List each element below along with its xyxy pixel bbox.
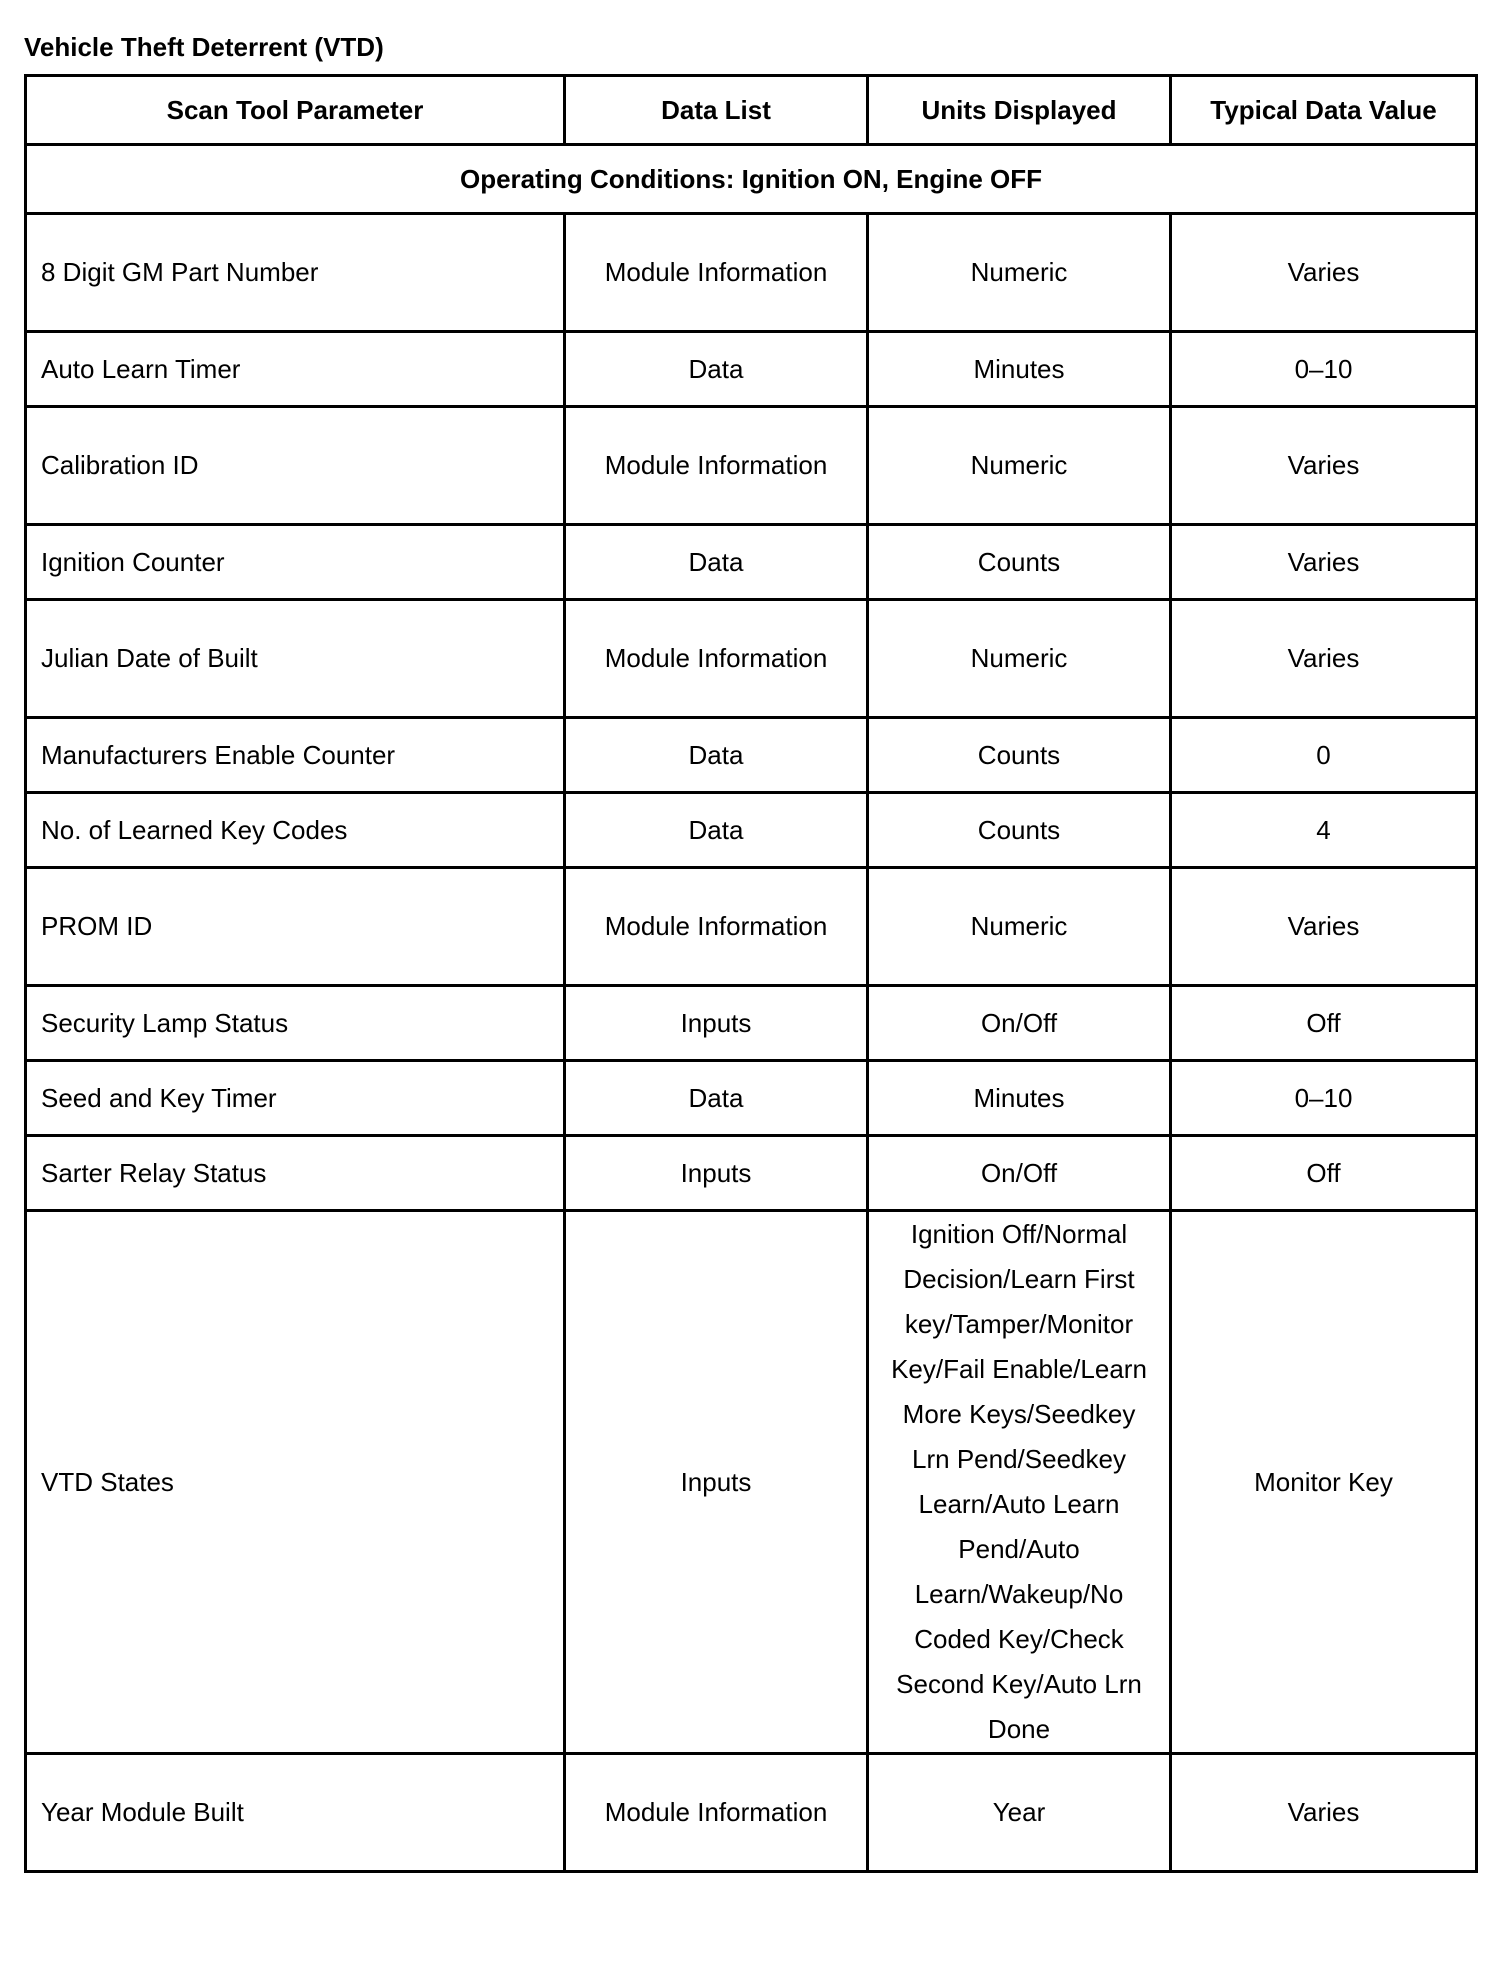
cell-parameter: VTD States [26,1211,565,1754]
table-row [26,1754,1477,1872]
cell-typical: 0–10 [1171,1061,1477,1136]
cell-units: Numeric [868,600,1171,718]
cell-parameter: Sarter Relay Status [26,1136,565,1211]
cell-units: Counts [868,525,1171,600]
cell-typical: Off [1171,1136,1477,1211]
cell-parameter: Ignition Counter [26,525,565,600]
cell-data-list: Data [565,718,868,793]
cell-units: Counts [868,718,1171,793]
cell-typical: 0–10 [1171,332,1477,407]
cell-parameter: PROM ID [26,868,565,986]
table-header-row [26,76,1477,145]
cell-data-list: Module Information [565,600,868,718]
cell-data-list: Inputs [565,1211,868,1754]
table-row [26,407,1477,525]
cell-typical: Varies [1171,868,1477,986]
cell-units: Counts [868,793,1171,868]
cell-data-list: Data [565,525,868,600]
cell-units: Numeric [868,407,1171,525]
cell-units: Ignition Off/Normal Decision/Learn First key/Tamper/Monitor Key/Fail Enable/Learn More Keys/Seedkey Lrn Pend/Seedkey Learn/Auto Learn Pend/Auto Learn/Wakeup/No Coded Key/Check Second Key/Auto Lrn Done [868,1211,1171,1754]
cell-typical: Monitor Key [1171,1211,1477,1754]
cell-units: Minutes [868,332,1171,407]
table-row [26,214,1477,332]
cell-typical: Varies [1171,600,1477,718]
header-data-list: Data List [565,76,868,145]
vtd-parameter-table [24,74,1478,1873]
header-units-displayed: Units Displayed [868,76,1171,145]
table-row [26,986,1477,1061]
cell-parameter: Julian Date of Built [26,600,565,718]
cell-units: Numeric [868,214,1171,332]
table-row [26,332,1477,407]
cell-parameter: Seed and Key Timer [26,1061,565,1136]
cell-typical: Varies [1171,407,1477,525]
operating-conditions-row [26,145,1477,214]
cell-typical: 4 [1171,793,1477,868]
cell-units: On/Off [868,1136,1171,1211]
cell-parameter: Calibration ID [26,407,565,525]
cell-data-list: Inputs [565,986,868,1061]
table-row [26,718,1477,793]
cell-typical: Varies [1171,1754,1477,1872]
cell-data-list: Module Information [565,407,868,525]
cell-units: Numeric [868,868,1171,986]
cell-data-list: Data [565,793,868,868]
cell-parameter: Security Lamp Status [26,986,565,1061]
cell-parameter: Year Module Built [26,1754,565,1872]
cell-units: On/Off [868,986,1171,1061]
document-title: Vehicle Theft Deterrent (VTD) [24,32,384,62]
cell-parameter: Manufacturers Enable Counter [26,718,565,793]
cell-typical: 0 [1171,718,1477,793]
table-row [26,600,1477,718]
table-row [26,868,1477,986]
header-scan-tool-parameter: Scan Tool Parameter [26,76,565,145]
cell-units: Year [868,1754,1171,1872]
cell-typical: Varies [1171,214,1477,332]
cell-units: Minutes [868,1061,1171,1136]
cell-data-list: Module Information [565,214,868,332]
table-row [26,1061,1477,1136]
header-typical-data-value: Typical Data Value [1171,76,1477,145]
table-row [26,793,1477,868]
cell-parameter: 8 Digit GM Part Number [26,214,565,332]
cell-parameter: Auto Learn Timer [26,332,565,407]
table-row [26,1136,1477,1211]
cell-parameter: No. of Learned Key Codes [26,793,565,868]
cell-data-list: Data [565,332,868,407]
table-row [26,525,1477,600]
cell-data-list: Data [565,1061,868,1136]
cell-typical: Off [1171,986,1477,1061]
cell-typical: Varies [1171,525,1477,600]
cell-data-list: Module Information [565,1754,868,1872]
table-row [26,1211,1477,1754]
cell-data-list: Module Information [565,868,868,986]
cell-data-list: Inputs [565,1136,868,1211]
operating-conditions: Operating Conditions: Ignition ON, Engine OFF [26,145,1477,214]
